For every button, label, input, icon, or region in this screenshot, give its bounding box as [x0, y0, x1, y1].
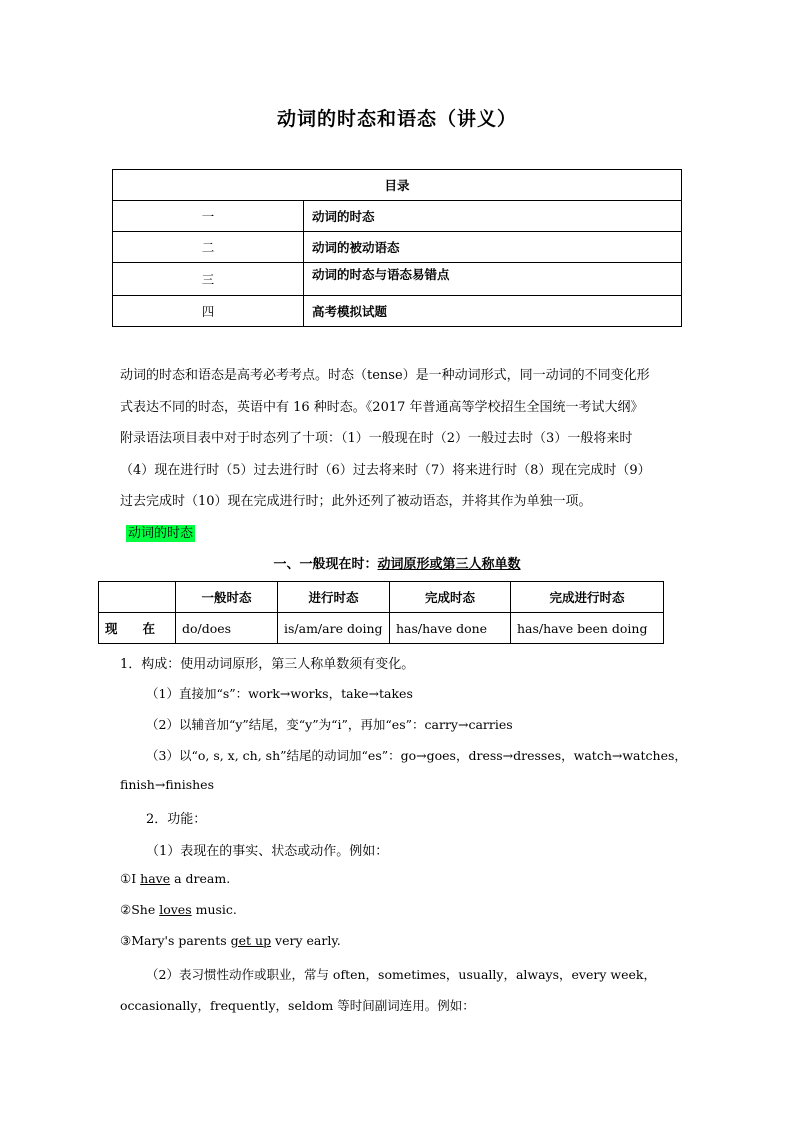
toc-item: 动词的时态: [304, 201, 682, 232]
toc-item: 动词的时态与语态易错点: [304, 263, 682, 296]
circled-number: ②: [120, 902, 132, 917]
highlight-label-wrap: [126, 522, 195, 541]
tense-header: 一般时态: [176, 582, 278, 613]
tense-header: 完成进行时态: [511, 582, 664, 613]
example-verb: loves: [159, 902, 192, 917]
tense-header: 进行时态: [278, 582, 390, 613]
intro-line: 式表达不同的时态，英语中有 16 种时态。《2017 年普通高等学校招生全国统一考试大纲》: [120, 399, 644, 415]
toc-num: 三: [113, 263, 304, 296]
toc-item: 动词的被动语态: [304, 232, 682, 263]
body-line: 2．功能：: [146, 812, 207, 827]
body-line: （3）以“o, s, x, ch, sh”结尾的动词加“es”：go→goes，dress→dresses，watch→watches，: [146, 748, 687, 763]
intro-line: 过去完成时（10）现在完成进行时；此外还列了被动语态，并将其作为单独一项。: [120, 494, 592, 509]
example-text: a dream.: [170, 871, 231, 886]
body-line: （2）表习惯性动作或职业，常与 often，sometimes，usually，always，every week，: [146, 967, 656, 982]
toc-num: 二: [113, 232, 304, 263]
example-text: music.: [191, 902, 237, 917]
toc-num: 四: [113, 296, 304, 327]
section-prefix: 一、一般现在时：: [273, 557, 378, 572]
example-text: She: [131, 902, 160, 917]
intro-paragraph: [120, 360, 685, 518]
toc-header: 目录: [113, 170, 682, 201]
tense-cell: 现 在: [99, 613, 176, 644]
highlight-label: 动词的时态: [128, 526, 194, 541]
circled-number: ①: [120, 871, 132, 886]
circled-number: ③: [120, 933, 132, 948]
section-heading: [0, 553, 794, 572]
example-3: [120, 933, 341, 948]
body-line: （2）以辅音加“y”结尾，变“y”为“i”，再加“es”：carry→carries: [146, 717, 513, 732]
tense-header: [99, 582, 176, 613]
toc-item: 高考模拟试题: [304, 296, 682, 327]
toc-table: [112, 169, 682, 327]
tense-cell: has/have been doing: [511, 613, 664, 644]
example-verb: get up: [230, 933, 272, 948]
intro-line: （4）现在进行时（5）过去进行时（6）过去将来时（7）将来进行时（8）现在完成时（9）: [120, 462, 651, 478]
intro-line: 动词的时态和语态是高考必考考点。时态（tense）是一种动词形式，同一动词的不同变化形: [120, 368, 650, 383]
example-2: [120, 902, 237, 917]
body-line: occasionally，frequently，seldom 等时间副词连用。例如：: [120, 998, 475, 1013]
body-line: （1）表现在的事实、状态或动作。例如：: [146, 844, 389, 859]
example-text: Mary's parents: [131, 933, 231, 948]
section-underlined: 动词原形或第三人称单数: [377, 557, 521, 572]
example-text: I: [131, 871, 141, 886]
page-title: 动词的时态和语态（讲义）: [276, 108, 517, 130]
example-verb: have: [140, 871, 171, 886]
body-line: （1）直接加“s”：work→works，take→takes: [146, 686, 413, 701]
tense-table: [98, 581, 664, 644]
example-1: [120, 871, 230, 886]
body-line: 1．构成：使用动词原形，第三人称单数须有变化。: [120, 657, 415, 672]
tense-header: 完成时态: [390, 582, 511, 613]
example-text: very early.: [271, 933, 341, 948]
tense-cell: has/have done: [390, 613, 511, 644]
tense-cell: do/does: [176, 613, 278, 644]
intro-line: 附录语法项目表中对于时态列了十项：（1）一般现在时（2）一般过去时（3）一般将来时: [120, 431, 633, 446]
tense-cell: is/am/are doing: [278, 613, 390, 644]
body-line: finish→finishes: [120, 777, 214, 792]
toc-num: 一: [113, 201, 304, 232]
